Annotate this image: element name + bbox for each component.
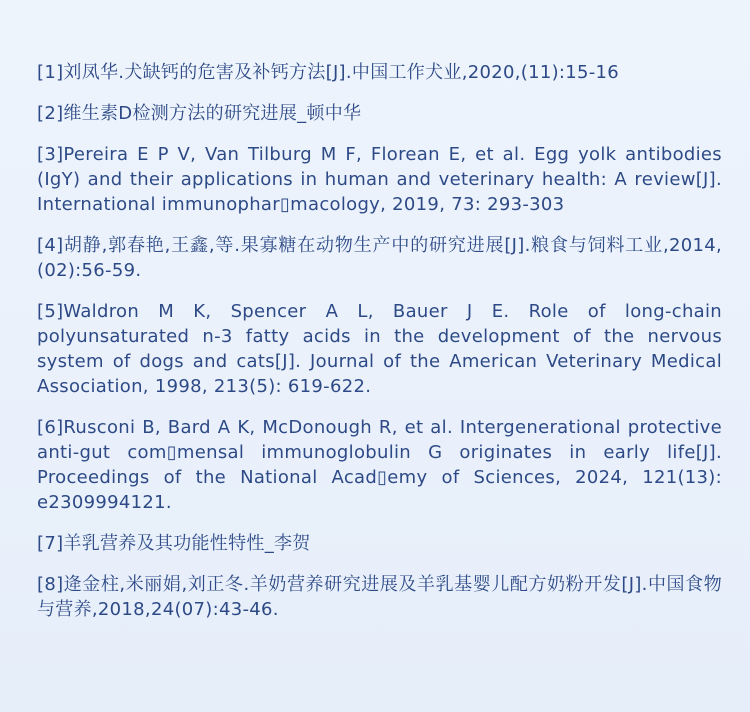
reference-item-6: [6]Rusconi B, Bard A K, McDonough R, et al. Intergenerational protective anti-gut com▯mensal immunoglobulin G originates in early life[J]. Proceedings of the National Acad▯emy of Sciences, 2024, 121(13): e2309994121. [37,417,722,513]
reference-item-3: [3]Pereira E P V, Van Tilburg M F, Florean E, et al. Egg yolk antibodies (IgY) and their applications in human and veterinary health: A review[J]. International immunophar▯macology, 2019, 73: 293-303 [37,144,722,215]
reference-item-8: [8]逄金柱,米丽娟,刘正冬.羊奶营养研究进展及羊乳基婴儿配方奶粉开发[J].中国食物与营养,2018,24(07):43-46. [37,574,722,620]
reference-item-1: [1]刘凤华.犬缺钙的危害及补钙方法[J].中国工作犬业,2020,(11):15-16 [37,62,620,83]
reference-item-5: [5]Waldron M K, Spencer A L, Bauer J E. Role of long-chain polyunsaturated n-3 fatty acids in the development of the nervous system of dogs and cats[J]. Journal of the American Veterinary Medical Association, 1998, 213(5): 619-622. [37,301,722,397]
reference-item-4: [4]胡静,郭春艳,王鑫,等.果寡糖在动物生产中的研究进展[J].粮食与饲料工业,2014,(02):56-59. [37,235,722,281]
reference-item-2: [2]维生素D检测方法的研究进展_顿中华 [37,103,362,124]
reference-item-7: [7]羊乳营养及其功能性特性_李贺 [37,533,311,554]
